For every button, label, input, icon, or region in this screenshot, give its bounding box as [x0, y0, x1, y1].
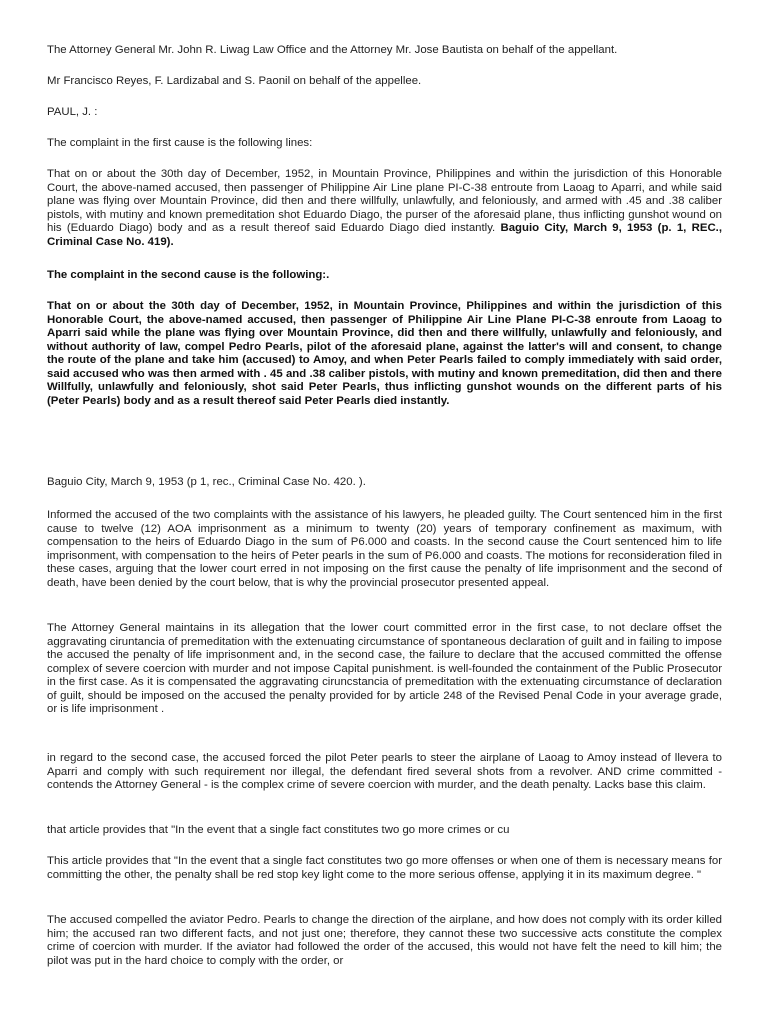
second-complaint-paragraph: That on or about the 30th day of December, 1952, in Mountain Province, Philippines and within the jurisdiction of this Honorable Court, the above-named accused, then passenger of Philippine Air Line Plane PI-C-38 enroute from Laoag to Aparri said while the plane was flying over Mountain Province, did then and there willfully, unlawfully and feloniously, and without authority of law, compel Pedro Pearls, pilot of the aforesaid plane, against the latter's will and consent, to change the route of the plane and take him (accused) to Amoy, and when Peter Pearls failed to comply immediately with said order, said accused who was then armed with . 45 and .38 caliber pistols, with mutiny and known premeditation, did then and there Willfully, unlawfully and feloniously, shot said Peter Pearls, thus inflicting gunshot wounds on the different parts of his (Peter Pearls) body and as a result thereof said Peter Pearls died instantly. [47, 300, 722, 407]
first-complaint-paragraph [47, 168, 722, 249]
attorney-general-paragraph: The Attorney General maintains in its allegation that the lower court committed error in the first case, to not declare offset the aggravating ciruntancia of premeditation with the extenuating circumstance of spontaneous declaration of guilt and in failing to impose the accused the penalty of life imprisonment and, in the second case, the failure to declare that the accused committed the offense complex of severe coercion with murder and not impose Capital punishment. is well-founded the containment of the Public Prosecutor in the first case. As it is compensated the aggravating ciruncstancia of premeditation with the extenuating circumstance of declaration of guilt, should be imposed on the accused the penalty provided for by article 248 of the Revised Penal Code in your average grade, or is life imprisonment . [47, 622, 722, 715]
judge-line: PAUL, J. : [47, 106, 98, 118]
article-line: that article provides that "In the event that a single fact constitutes two go more crimes or cu [47, 824, 510, 836]
second-complaint-citation: Baguio City, March 9, 1953 (p 1, rec., Criminal Case No. 420. ). [47, 476, 366, 488]
second-case-paragraph: in regard to the second case, the accused forced the pilot Peter pearls to steer the airplane of Laoag to Amoy instead of llevera to Aparri and comply with such requirement nor illegal, the defendant fired several shots from a revolver. AND crime committed - contends the Attorney General - is the complex crime of severe coercion with murder, and the death penalty. Lacks base this claim. [47, 752, 722, 791]
counsel-appellant: The Attorney General Mr. John R. Liwag Law Office and the Attorney Mr. Jose Bautista on behalf of the appellant. [47, 44, 618, 56]
second-cause-intro: The complaint in the second cause is the following:. [47, 269, 330, 281]
first-complaint-text: That on or about the 30th day of December, 1952, in Mountain Province, Philippines and within the jurisdiction of this Honorable Court, the above-named accused, then passenger of Philippine Air Line plane PI-C-38 entroute from Laoag to Aparri, and while said plane was flying over Mountain Province, did then and there willfully, unlawfully, and feloniously, and armed with .45 and .38 caliber pistols, with mutiny and known premeditation shot Eduardo Diago, the purser of the aforesaid plane, thus inflicting gunshot wound on his (Eduardo Diago) body and as a result thereof said Eduardo Diago died instantly. [47, 168, 722, 234]
first-cause-intro: The complaint in the first cause is the following lines: [47, 137, 313, 149]
counsel-appellee: Mr Francisco Reyes, F. Lardizabal and S. Paonil on behalf of the appellee. [47, 75, 422, 87]
informed-paragraph: Informed the accused of the two complaints with the assistance of his lawyers, he pleaded guilty. The Court sentenced him in the first cause to twelve (12) AOA imprisonment as a minimum to twenty (20) years of temporary confinement as maximum, with compensation to the heirs of Eduardo Diago in the sum of P6.000 and coasts. In the second cause the Court sentenced him to life imprisonment, with compensation to the heirs of Peter pearls in the sum of P6.000 and coasts. The motions for reconsideration filed in these cases, arguing that the lower court erred in not imposing on the first cause the penalty of life imprisonment and the second of death, have been denied by the court below, that is why the provincial prosecutor presented appeal. [47, 509, 722, 589]
first-complaint-citation: Baguio City, March 9, 1953 (p. 1, REC., Criminal Case No. 419). [47, 222, 722, 248]
article-paragraph: This article provides that "In the event that a single fact constitutes two go more offenses or when one of them is necessary means for committing the other, the penalty shall be red stop key light come to the more serious offense, applying it in its maximum degree. " [47, 855, 722, 881]
aviator-paragraph: The accused compelled the aviator Pedro. Pearls to change the direction of the airplane, and how does not comply with its order killed him; the accused ran two different facts, and not just one; therefore, they cannot these two successive acts constitute the complex crime of coercion with murder. If the aviator had followed the order of the accused, this would not have felt the need to kill him; the pilot was put in the hard choice to comply with the order, or [47, 914, 722, 967]
